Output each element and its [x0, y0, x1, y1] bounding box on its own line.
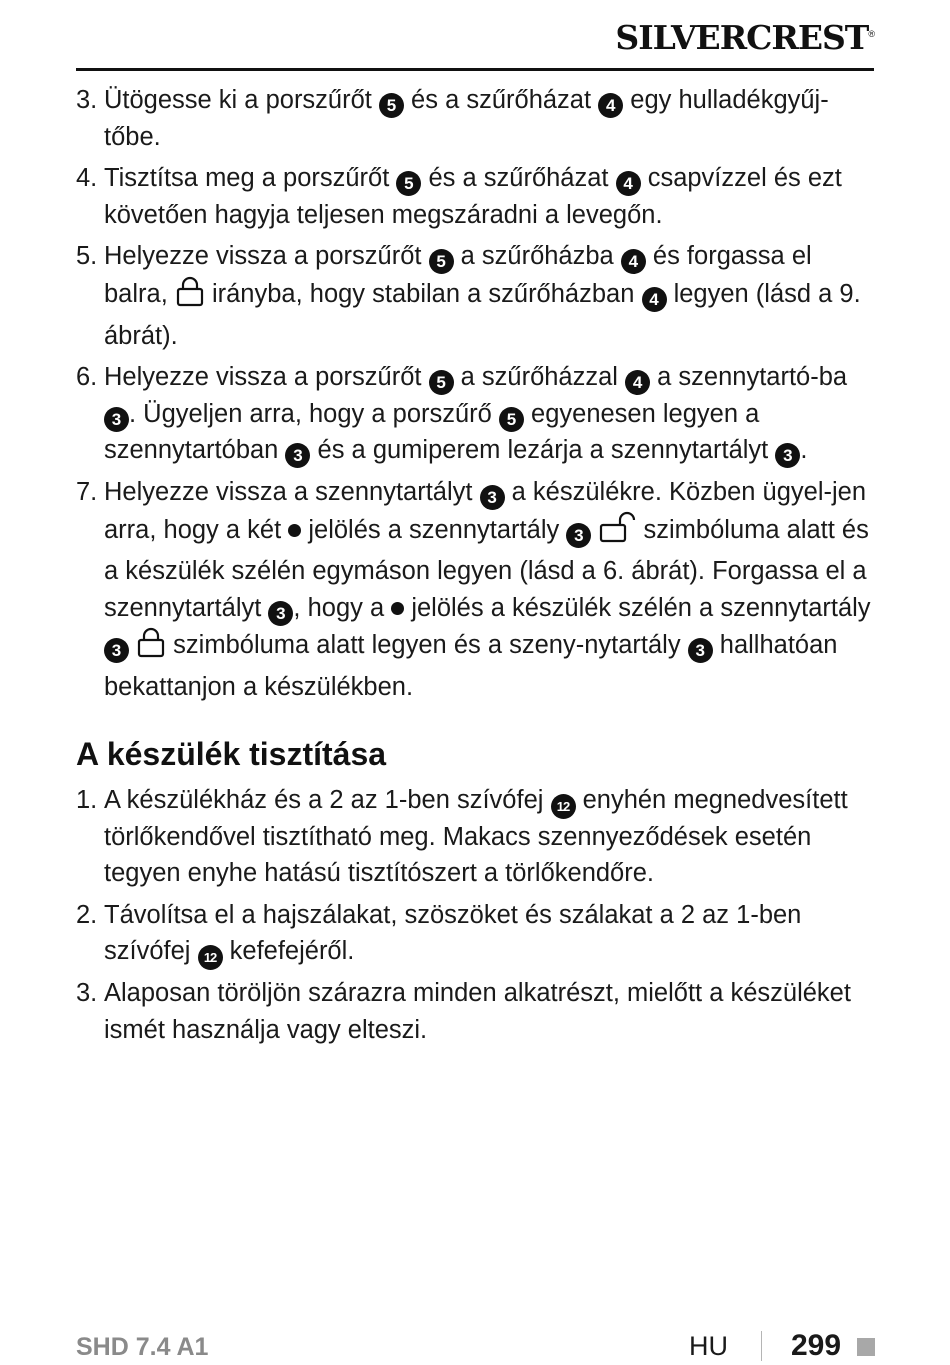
- list-item-number: 2.: [76, 900, 98, 929]
- list-item-text: , hogy a: [293, 593, 392, 622]
- list-item-text: . Ügyeljen arra, hogy a porszűrő: [129, 399, 499, 428]
- lock-closed-icon: [175, 275, 205, 318]
- registered-mark: ®: [868, 29, 874, 39]
- list-item-text: Ütögesse ki a porszűrőt: [104, 86, 379, 114]
- list-item-text: a szűrőházba: [453, 242, 621, 271]
- part-number-badge: 12: [551, 794, 576, 819]
- list-item: [76, 782, 878, 892]
- list-item: [76, 238, 878, 354]
- list-item-text: és forgassa el balra,: [104, 242, 812, 308]
- part-number-badge: 5: [429, 249, 454, 274]
- list-item-text: és a gumiperem lezárja a szennytartályt: [310, 436, 776, 465]
- list-item-text: [129, 631, 136, 659]
- list-item-text: [591, 516, 598, 544]
- list-item: [76, 359, 878, 469]
- list-item-text: a szűrőházzal: [453, 363, 626, 392]
- list-item: [76, 975, 878, 1048]
- part-number-badge: 5: [499, 407, 524, 432]
- list-item: [76, 474, 878, 706]
- list-item-text: Helyezze vissza a porszűrőt: [104, 363, 429, 392]
- part-number-badge: 12: [198, 945, 223, 970]
- footer-language: HU: [689, 1331, 728, 1361]
- list-item-text: A készülékház és a 2 az 1-ben szívófej: [104, 785, 551, 814]
- list-item-text: a készülékre. Közben ügyel-jen arra, hogy a két: [104, 477, 867, 544]
- list-item-number: 6.: [76, 363, 98, 392]
- list-item-text: legyen (lásd a 9. ábrát).: [104, 279, 861, 350]
- list-item-text: szimbóluma alatt és a készülék szélén egymáson legyen (lásd a 6. ábrát). Forgassa el a szennytartályt: [104, 515, 869, 622]
- list-item-text: jelölés a szennytartály: [301, 515, 567, 544]
- list-item-number: 4.: [76, 164, 98, 193]
- list-item-text: Tisztítsa meg a porszűrőt: [104, 164, 397, 193]
- list-item-text: irányba, hogy stabilan a szűrőházban: [204, 279, 642, 308]
- list-item-text: hallhatóan bekattanjon a készülékben.: [104, 631, 838, 701]
- list-item-text: szimbóluma alatt legyen és a szeny-nytartály: [166, 631, 688, 660]
- footer-separator: [761, 1331, 762, 1361]
- part-number-badge: 3: [775, 443, 800, 468]
- part-number-badge: 3: [688, 638, 713, 663]
- list-item-text: Távolítsa el a hajszálakat, szöszöket és szálakat a 2 az 1-ben szívófej: [104, 900, 802, 966]
- list-item: [76, 897, 878, 971]
- list-item-text: Helyezze vissza a porszűrőt: [104, 242, 429, 271]
- part-number-badge: 3: [104, 638, 129, 663]
- part-number-badge: 3: [285, 443, 310, 468]
- list-item-text: egy hulladékgyűj-tőbe.: [104, 86, 829, 151]
- part-number-badge: 3: [480, 485, 505, 510]
- list-item: [76, 160, 878, 233]
- list-item-number: 1.: [76, 785, 98, 814]
- list-item-text: csapvízzel és ezt követően hagyja teljesen megszáradni a levegőn.: [104, 164, 842, 229]
- list-item-text: és a szűrőházat: [403, 86, 599, 114]
- part-number-badge: 4: [598, 93, 623, 118]
- header-rule: [76, 68, 874, 71]
- section-title: A készülék tisztítása: [76, 735, 387, 772]
- marker-dot-icon: [288, 524, 301, 537]
- list-item-text: Alaposan töröljön szárazra minden alkatrészt, mielőtt a készüléket ismét használja vagy elteszi.: [104, 979, 851, 1044]
- part-number-badge: 4: [621, 249, 646, 274]
- footer-page-number: 299: [791, 1329, 842, 1362]
- part-number-badge: 4: [616, 171, 641, 196]
- lock-closed-icon: [136, 626, 166, 669]
- list-item-text: jelölés a készülék szélén a szennytartály: [404, 593, 871, 622]
- list-item-text: egyenesen legyen a szennytartóban: [104, 399, 760, 465]
- footer-square-marker: [857, 1338, 875, 1356]
- list-item-text: kefefejéről.: [222, 937, 355, 966]
- page-content: [76, 82, 878, 1053]
- part-number-badge: 3: [268, 601, 293, 626]
- part-number-badge: 3: [104, 407, 129, 432]
- part-number-badge: 5: [396, 171, 421, 196]
- part-number-badge: 5: [379, 93, 404, 118]
- part-number-badge: 4: [625, 370, 650, 395]
- part-number-badge: 4: [642, 287, 667, 312]
- footer-model: SHD 7.4 A1: [76, 1333, 209, 1361]
- list-item-number: 3.: [76, 86, 98, 114]
- list-item-text: .: [800, 436, 808, 465]
- instruction-list-top: [76, 82, 878, 706]
- lock-open-icon: [598, 511, 636, 554]
- brand-logo: [615, 18, 874, 57]
- instruction-list-cleaning: [76, 782, 878, 1049]
- list-item-number: 3.: [76, 979, 98, 1008]
- list-item-text: Helyezze vissza a szennytartályt: [104, 477, 480, 506]
- list-item-text: és a szűrőházat: [421, 164, 616, 193]
- part-number-badge: 3: [566, 523, 591, 548]
- list-item: [76, 82, 878, 155]
- marker-dot-icon: [391, 602, 404, 615]
- list-item-number: 7.: [76, 477, 98, 506]
- list-item-text: a szennytartó-ba: [650, 363, 848, 392]
- list-item-number: 5.: [76, 242, 98, 271]
- list-item-text: enyhén megnedvesített törlőkendővel tisztítható meg. Makacs szennyeződések esetén tegyen enyhe hatású tisztítószert a törlőkendőre.: [104, 785, 848, 888]
- brand-name: SILVERCREST: [615, 18, 869, 57]
- part-number-badge: 5: [429, 370, 454, 395]
